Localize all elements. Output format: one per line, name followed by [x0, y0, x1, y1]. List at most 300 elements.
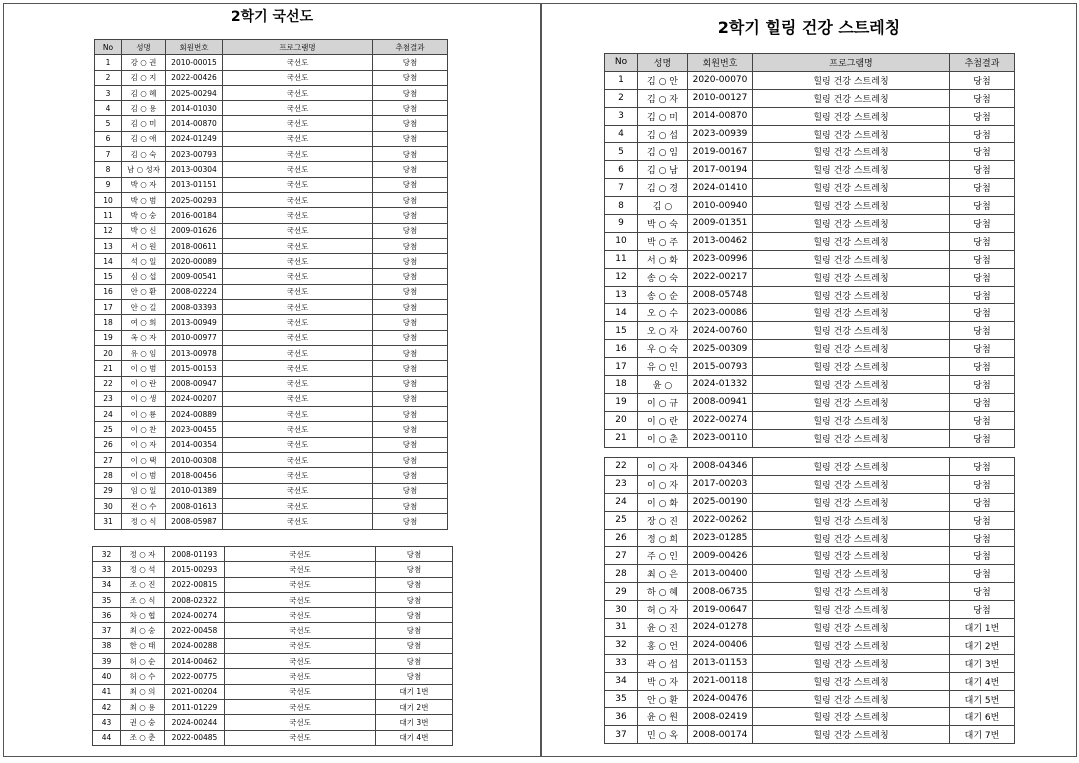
cell-member-id: 2025-00309: [688, 340, 753, 358]
header-row: [95, 40, 448, 55]
cell-no: 22: [95, 376, 122, 391]
cell-name: 김 ○ 혜: [122, 85, 166, 100]
cell-result: 당첨: [950, 268, 1015, 286]
cell-member-id: 2013-00949: [166, 315, 223, 330]
table-row: [605, 475, 1015, 493]
cell-program: 힐링 건강 스트레칭: [753, 304, 950, 322]
cell-program: 국선도: [223, 116, 373, 131]
left-table-1-body: [95, 55, 448, 529]
cell-no: 2: [95, 70, 122, 85]
cell-result: 당첨: [950, 286, 1015, 304]
table-row: [93, 684, 453, 699]
cell-member-id: 2010-00940: [688, 197, 753, 215]
cell-no: 11: [95, 208, 122, 223]
cell-result: 당첨: [376, 638, 453, 653]
right-table-1-body: [605, 71, 1015, 447]
table-row: [605, 529, 1015, 547]
cell-program: 국선도: [223, 468, 373, 483]
cell-name: 안 ○ 환: [122, 284, 166, 299]
cell-name: 하 ○ 혜: [638, 583, 688, 601]
cell-member-id: 2020-00089: [166, 254, 223, 269]
cell-no: 6: [95, 131, 122, 146]
cell-no: 30: [95, 498, 122, 513]
cell-program: 국선도: [223, 330, 373, 345]
cell-result: 당첨: [373, 55, 448, 70]
cell-no: 27: [605, 547, 638, 565]
cell-result: 당첨: [950, 215, 1015, 233]
cell-member-id: 2022-00458: [165, 623, 225, 638]
cell-result: 당첨: [950, 89, 1015, 107]
table-row: [605, 565, 1015, 583]
cell-no: 15: [95, 269, 122, 284]
cell-result: 당첨: [373, 345, 448, 360]
cell-program: 힐링 건강 스트레칭: [753, 250, 950, 268]
cell-member-id: 2011-01229: [165, 699, 225, 714]
left-page-title: 2학기 국선도: [230, 9, 314, 25]
cell-result: 당첨: [950, 475, 1015, 493]
cell-result: 당첨: [373, 453, 448, 468]
cell-result: 대기 1번: [950, 619, 1015, 637]
cell-program: 힐링 건강 스트레칭: [753, 197, 950, 215]
cell-member-id: 2021-00204: [165, 684, 225, 699]
cell-program: 힐링 건강 스트레칭: [753, 511, 950, 529]
cell-program: 힐링 건강 스트레칭: [753, 340, 950, 358]
cell-program: 힐링 건강 스트레칭: [753, 672, 950, 690]
table-row: [93, 562, 453, 577]
cell-name: 윤 ○: [638, 376, 688, 394]
cell-no: 6: [605, 161, 638, 179]
table-row: [95, 70, 448, 85]
cell-no: 15: [605, 322, 638, 340]
cell-no: 35: [605, 690, 638, 708]
cell-program: 힐링 건강 스트레칭: [753, 690, 950, 708]
cell-name: 유 ○ 임: [122, 345, 166, 360]
table-row: [95, 131, 448, 146]
cell-member-id: 2010-00015: [166, 55, 223, 70]
cell-no: 32: [605, 636, 638, 654]
cell-no: 19: [95, 330, 122, 345]
cell-no: 12: [95, 223, 122, 238]
cell-member-id: 2008-02224: [166, 284, 223, 299]
table-row: [95, 514, 448, 529]
cell-program: 국선도: [225, 577, 376, 592]
cell-result: 당첨: [376, 608, 453, 623]
cell-member-id: 2008-06735: [688, 583, 753, 601]
cell-no: 1: [95, 55, 122, 70]
cell-name: 오 ○ 수: [638, 304, 688, 322]
cell-program: 힐링 건강 스트레칭: [753, 232, 950, 250]
table-row: [95, 468, 448, 483]
cell-program: 국선도: [223, 85, 373, 100]
cell-result: 당첨: [373, 85, 448, 100]
cell-result: 당첨: [373, 376, 448, 391]
cell-result: 당첨: [950, 583, 1015, 601]
cell-member-id: 2023-00793: [166, 147, 223, 162]
table-row: [605, 458, 1015, 476]
table-row: [605, 143, 1015, 161]
cell-program: 국선도: [223, 391, 373, 406]
cell-result: 당첨: [373, 208, 448, 223]
table-row: [605, 690, 1015, 708]
cell-name: 안 ○ 환: [638, 690, 688, 708]
table-row: [95, 376, 448, 391]
cell-name: 강 ○ 권: [122, 55, 166, 70]
cell-member-id: 2008-01613: [166, 498, 223, 513]
cell-result: 당첨: [950, 71, 1015, 89]
cell-result: 당첨: [950, 511, 1015, 529]
cell-no: 29: [605, 583, 638, 601]
cell-result: 대기 3번: [376, 715, 453, 730]
cell-program: 국선도: [225, 623, 376, 638]
cell-result: 당첨: [950, 358, 1015, 376]
cell-name: 곽 ○ 섭: [638, 654, 688, 672]
cell-program: 힐링 건강 스트레칭: [753, 619, 950, 637]
cell-result: 당첨: [950, 304, 1015, 322]
header-member-id: 회원번호: [166, 40, 223, 55]
cell-name: 이 ○ 룡: [122, 407, 166, 422]
cell-member-id: 2022-00426: [166, 70, 223, 85]
cell-member-id: 2010-00127: [688, 89, 753, 107]
table-row: [605, 619, 1015, 637]
table-row: [95, 391, 448, 406]
cell-result: 당첨: [950, 161, 1015, 179]
cell-name: 허 ○ 순: [121, 654, 165, 669]
cell-member-id: 2023-01285: [688, 529, 753, 547]
cell-name: 서 ○ 화: [638, 250, 688, 268]
cell-member-id: 2008-00174: [688, 726, 753, 744]
cell-name: 최 ○ 의: [121, 684, 165, 699]
cell-no: 31: [95, 514, 122, 529]
cell-program: 힐링 건강 스트레칭: [753, 143, 950, 161]
cell-no: 26: [605, 529, 638, 547]
table-row: [605, 125, 1015, 143]
cell-result: 당첨: [373, 300, 448, 315]
table-row: [95, 223, 448, 238]
cell-result: 대기 1번: [376, 684, 453, 699]
cell-name: 김 ○: [638, 197, 688, 215]
cell-program: 힐링 건강 스트레칭: [753, 215, 950, 233]
cell-name: 허 ○ 수: [121, 669, 165, 684]
cell-name: 심 ○ 섭: [122, 269, 166, 284]
cell-program: 국선도: [223, 101, 373, 116]
cell-name: 옥 ○ 자: [122, 330, 166, 345]
table-row: [605, 340, 1015, 358]
cell-result: 대기 2번: [950, 636, 1015, 654]
cell-no: 9: [95, 177, 122, 192]
cell-program: 국선도: [223, 269, 373, 284]
cell-result: 당첨: [373, 131, 448, 146]
cell-member-id: 2025-00190: [688, 493, 753, 511]
cell-program: 힐링 건강 스트레칭: [753, 529, 950, 547]
cell-name: 정 ○ 식: [122, 514, 166, 529]
table-row: [605, 547, 1015, 565]
table-row: [95, 422, 448, 437]
cell-member-id: 2025-00294: [166, 85, 223, 100]
cell-no: 42: [93, 699, 121, 714]
cell-name: 박 ○ 신: [122, 223, 166, 238]
cell-no: 30: [605, 601, 638, 619]
right-table-2: [604, 457, 1015, 744]
header-program: 프로그램명: [223, 40, 373, 55]
cell-result: 당첨: [373, 284, 448, 299]
cell-program: 힐링 건강 스트레칭: [753, 583, 950, 601]
cell-result: 대기 7번: [950, 726, 1015, 744]
cell-no: 8: [95, 162, 122, 177]
cell-member-id: 2013-00304: [166, 162, 223, 177]
cell-name: 서 ○ 원: [122, 238, 166, 253]
cell-program: 힐링 건강 스트레칭: [753, 601, 950, 619]
cell-no: 13: [605, 286, 638, 304]
cell-no: 35: [93, 592, 121, 607]
cell-program: 힐링 건강 스트레칭: [753, 565, 950, 583]
cell-name: 주 ○ 인: [638, 547, 688, 565]
cell-no: 2: [605, 89, 638, 107]
cell-no: 18: [605, 376, 638, 394]
cell-result: 당첨: [950, 340, 1015, 358]
table-row: [605, 161, 1015, 179]
cell-program: 국선도: [223, 498, 373, 513]
cell-no: 17: [605, 358, 638, 376]
cell-member-id: 2015-00793: [688, 358, 753, 376]
cell-no: 22: [605, 458, 638, 476]
table-row: [93, 715, 453, 730]
cell-name: 이 ○ 생: [122, 391, 166, 406]
cell-member-id: 2008-02322: [165, 592, 225, 607]
cell-result: 당첨: [373, 498, 448, 513]
table-row: [605, 250, 1015, 268]
cell-result: 당첨: [950, 547, 1015, 565]
table-row: [605, 393, 1015, 411]
cell-result: 당첨: [950, 529, 1015, 547]
cell-program: 국선도: [223, 345, 373, 360]
cell-no: 38: [93, 638, 121, 653]
cell-name: 이 ○ 택: [122, 453, 166, 468]
cell-result: 당첨: [950, 376, 1015, 394]
cell-result: 당첨: [376, 562, 453, 577]
cell-member-id: 2010-00308: [166, 453, 223, 468]
cell-no: 44: [93, 730, 121, 745]
table-row: [93, 669, 453, 684]
cell-name: 송 ○ 숙: [638, 268, 688, 286]
cell-name: 정 ○ 희: [638, 529, 688, 547]
cell-result: 당첨: [373, 116, 448, 131]
cell-name: 조 ○ 진: [121, 577, 165, 592]
cell-program: 국선도: [223, 223, 373, 238]
table-row: [605, 429, 1015, 447]
cell-result: 당첨: [950, 250, 1015, 268]
table-row: [605, 726, 1015, 744]
cell-program: 국선도: [225, 562, 376, 577]
cell-member-id: 2014-00870: [688, 107, 753, 125]
cell-name: 정 ○ 자: [121, 547, 165, 562]
cell-member-id: 2008-00947: [166, 376, 223, 391]
cell-no: 16: [605, 340, 638, 358]
cell-name: 남 ○ 성자: [122, 162, 166, 177]
cell-name: 장 ○ 진: [638, 511, 688, 529]
cell-result: 당첨: [950, 143, 1015, 161]
cell-no: 32: [93, 547, 121, 562]
table-row: [605, 179, 1015, 197]
cell-program: 국선도: [225, 592, 376, 607]
cell-program: 국선도: [223, 483, 373, 498]
table-row: [93, 699, 453, 714]
cell-result: 당첨: [950, 179, 1015, 197]
cell-name: 김 ○ 경: [638, 179, 688, 197]
cell-program: 힐링 건강 스트레칭: [753, 107, 950, 125]
cell-no: 36: [93, 608, 121, 623]
table-row: [95, 300, 448, 315]
cell-program: 국선도: [223, 70, 373, 85]
cell-result: 당첨: [950, 429, 1015, 447]
table-row: [93, 592, 453, 607]
cell-result: 당첨: [373, 192, 448, 207]
cell-member-id: 2024-00889: [166, 407, 223, 422]
table-row: [93, 547, 453, 562]
cell-result: 대기 4번: [950, 672, 1015, 690]
cell-no: 24: [95, 407, 122, 422]
cell-name: 전 ○ 수: [122, 498, 166, 513]
cell-no: 28: [605, 565, 638, 583]
cell-no: 21: [95, 361, 122, 376]
cell-name: 이 ○ 란: [122, 376, 166, 391]
cell-program: 국선도: [223, 131, 373, 146]
cell-no: 14: [95, 254, 122, 269]
cell-name: 민 ○ 옥: [638, 726, 688, 744]
cell-no: 19: [605, 393, 638, 411]
cell-no: 12: [605, 268, 638, 286]
cell-no: 33: [93, 562, 121, 577]
cell-member-id: 2024-00476: [688, 690, 753, 708]
cell-result: 당첨: [373, 223, 448, 238]
cell-no: 29: [95, 483, 122, 498]
cell-no: 3: [605, 107, 638, 125]
cell-program: 국선도: [223, 177, 373, 192]
cell-member-id: 2024-00274: [165, 608, 225, 623]
table-row: [95, 315, 448, 330]
table-row: [605, 636, 1015, 654]
cell-member-id: 2024-01410: [688, 179, 753, 197]
cell-name: 최 ○ 숭: [121, 623, 165, 638]
cell-result: 당첨: [950, 393, 1015, 411]
table-row: [95, 254, 448, 269]
cell-name: 조 ○ 춘: [121, 730, 165, 745]
cell-result: 당첨: [373, 177, 448, 192]
table-row: [605, 89, 1015, 107]
table-row: [93, 608, 453, 623]
table-row: [605, 672, 1015, 690]
cell-name: 김 ○ 애: [122, 131, 166, 146]
cell-member-id: 2008-05748: [688, 286, 753, 304]
cell-member-id: 2024-00406: [688, 636, 753, 654]
table-row: [95, 284, 448, 299]
cell-name: 이 ○ 규: [638, 393, 688, 411]
cell-name: 김 ○ 지: [122, 70, 166, 85]
cell-program: 힐링 건강 스트레칭: [753, 71, 950, 89]
left-table-2: [92, 546, 453, 746]
cell-name: 이 ○ 자: [638, 475, 688, 493]
cell-member-id: 2023-00939: [688, 125, 753, 143]
right-table-2-body: [605, 458, 1015, 744]
cell-name: 한 ○ 태: [121, 638, 165, 653]
cell-no: 5: [605, 143, 638, 161]
cell-member-id: 2008-00941: [688, 393, 753, 411]
cell-member-id: 2016-00184: [166, 208, 223, 223]
cell-no: 10: [95, 192, 122, 207]
cell-member-id: 2024-00288: [165, 638, 225, 653]
table-row: [93, 623, 453, 638]
cell-member-id: 2023-00110: [688, 429, 753, 447]
cell-member-id: 2022-00217: [688, 268, 753, 286]
cell-name: 이 ○ 범: [122, 468, 166, 483]
cell-no: 20: [95, 345, 122, 360]
cell-program: 국선도: [223, 254, 373, 269]
cell-member-id: 2022-00274: [688, 411, 753, 429]
cell-program: 국선도: [225, 730, 376, 745]
cell-result: 당첨: [376, 547, 453, 562]
table-row: [95, 192, 448, 207]
cell-no: 11: [605, 250, 638, 268]
table-row: [605, 322, 1015, 340]
cell-result: 당첨: [373, 147, 448, 162]
cell-member-id: 2024-01278: [688, 619, 753, 637]
cell-no: 37: [605, 726, 638, 744]
cell-name: 윤 ○ 진: [638, 619, 688, 637]
cell-program: 국선도: [225, 608, 376, 623]
cell-member-id: 2008-04346: [688, 458, 753, 476]
cell-program: 힐링 건강 스트레칭: [753, 636, 950, 654]
cell-program: 국선도: [225, 669, 376, 684]
cell-name: 윤 ○ 원: [638, 708, 688, 726]
table-row: [93, 638, 453, 653]
cell-no: 43: [93, 715, 121, 730]
cell-program: 국선도: [223, 514, 373, 529]
cell-no: 34: [605, 672, 638, 690]
table-row: [95, 238, 448, 253]
right-table-1: [604, 53, 1015, 448]
cell-member-id: 2014-00354: [166, 437, 223, 452]
cell-member-id: 2019-00167: [688, 143, 753, 161]
cell-no: 3: [95, 85, 122, 100]
cell-member-id: 2015-00293: [165, 562, 225, 577]
cell-name: 김 ○ 자: [638, 89, 688, 107]
header-name: 성명: [122, 40, 166, 55]
cell-name: 김 ○ 섭: [638, 125, 688, 143]
cell-name: 안 ○ 길: [122, 300, 166, 315]
cell-name: 권 ○ 숭: [121, 715, 165, 730]
table-row: [605, 708, 1015, 726]
right-page: [541, 3, 1077, 757]
cell-member-id: 2019-00647: [688, 601, 753, 619]
table-row: [605, 107, 1015, 125]
table-row: [95, 437, 448, 452]
table-row: [605, 304, 1015, 322]
cell-result: 당첨: [373, 437, 448, 452]
cell-no: 18: [95, 315, 122, 330]
cell-name: 정 ○ 석: [121, 562, 165, 577]
cell-name: 우 ○ 숙: [638, 340, 688, 358]
cell-no: 26: [95, 437, 122, 452]
cell-member-id: 2010-01389: [166, 483, 223, 498]
cell-result: 당첨: [373, 162, 448, 177]
header-no: No: [605, 54, 638, 72]
cell-no: 25: [95, 422, 122, 437]
cell-program: 힐링 건강 스트레칭: [753, 458, 950, 476]
cell-member-id: 2014-00462: [165, 654, 225, 669]
cell-program: 힐링 건강 스트레칭: [753, 161, 950, 179]
cell-member-id: 2009-00426: [688, 547, 753, 565]
cell-program: 힐링 건강 스트레칭: [753, 376, 950, 394]
cell-member-id: 2013-00462: [688, 232, 753, 250]
